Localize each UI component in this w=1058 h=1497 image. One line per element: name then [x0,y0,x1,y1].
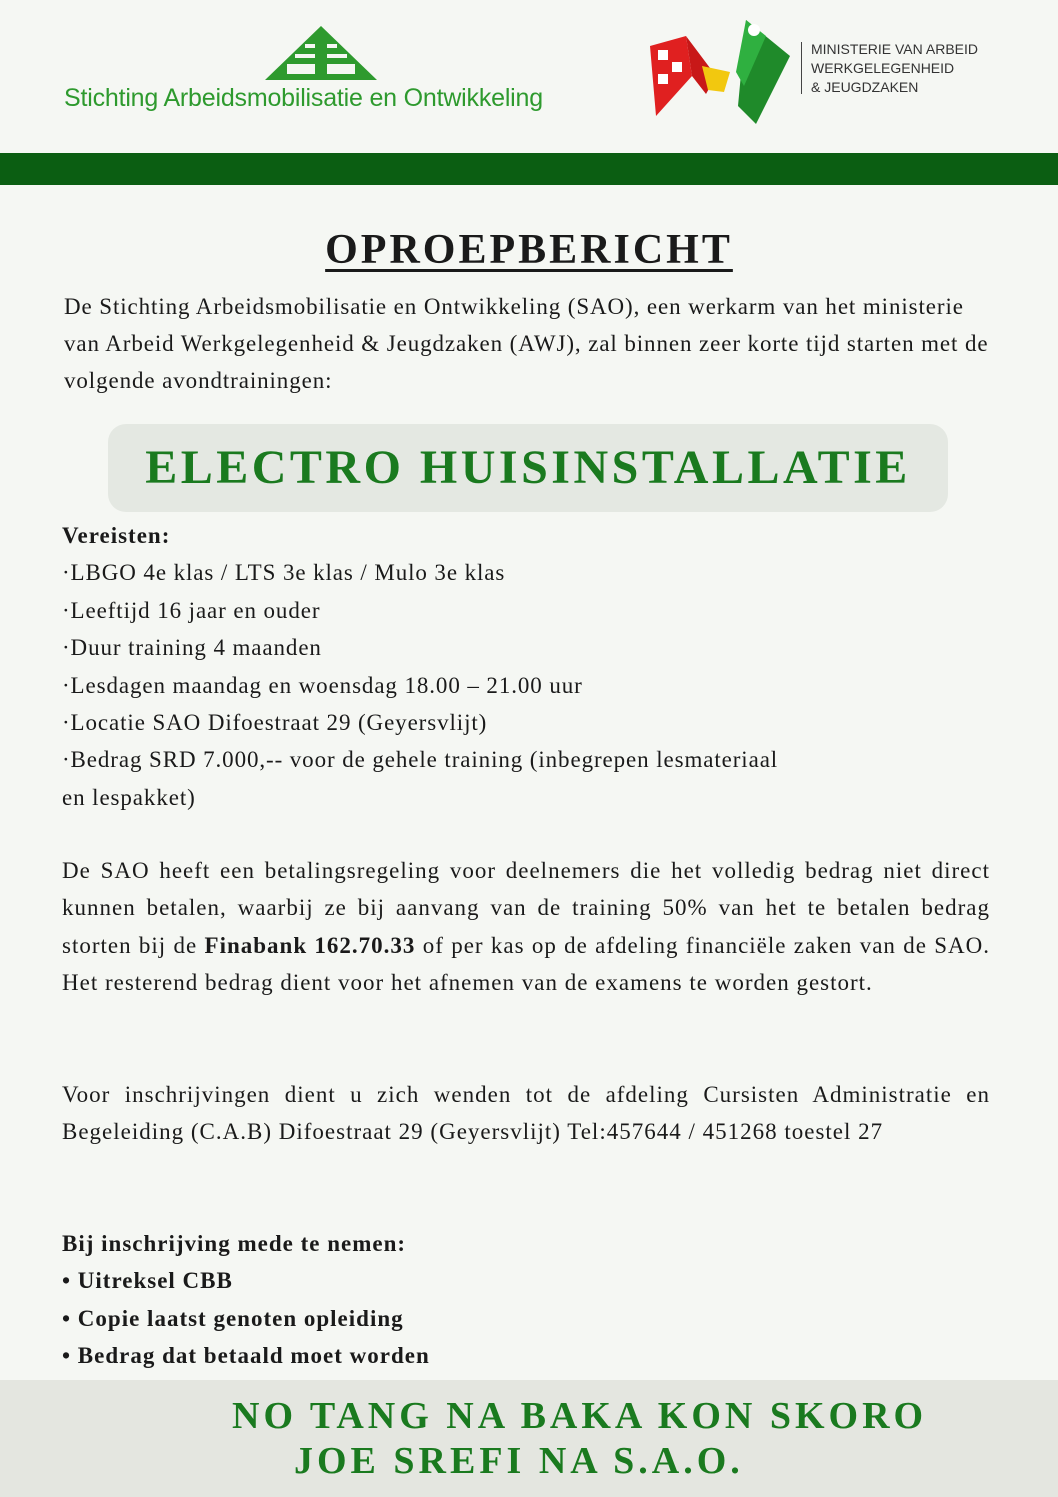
ministry-line: & JEUGDZAKEN [811,79,919,95]
requirement-item: ·Bedrag SRD 7.000,-- voor de gehele training (inbegrepen lesmateriaal [62,747,779,773]
bring-item: • Copie laatst genoten opleiding [62,1305,404,1331]
slogan-line: NO TANG NA BAKA KON SKORO [232,1395,928,1437]
page-title-text: OPROEPBERICHT [325,227,733,273]
bank-account: Finabank 162.70.33 [204,932,416,958]
ministry-name [811,40,978,97]
ministry-divider [801,42,802,94]
sao-name: Stichting Arbeidsmobilisatie en Ontwikkeling [64,84,543,112]
ministry-line: WERKGELEGENHEID [811,60,955,76]
ministry-logo-icon [646,16,796,124]
bring-item: • Uitreksel CBB [62,1268,233,1294]
ministry-line: MINISTERIE VAN ARBEID [811,41,978,57]
slogan-line: JOE SREFI NA S.A.O. [294,1440,744,1482]
registration-paragraph: Voor inschrijvingen dient u zich wenden tot de afdeling Cursisten Administratie en Begeleiding (C.A.B) Difoestraat 29 (Geyersvlijt) Tel:457644 / 451268 toestel 27 [62,1082,990,1145]
payment-paragraph [62,852,990,1002]
payment-text: De SAO heeft een betalingsregeling voor deelnemers die het volledig bedrag niet direct kunnen betalen, waarbij ze bij aanvang van de training 50% van het te betalen bedrag storten bij de [62,858,990,958]
requirement-item: ·LBGO 4e klas / LTS 3e klas / Mulo 3e klas [62,560,506,586]
bring-heading: Bij inschrijving mede te nemen: [62,1231,407,1256]
header [0,0,1058,152]
bring-section [62,1225,962,1375]
requirement-item: ·Locatie SAO Difoestraat 29 (Geyersvlijt) [62,710,488,736]
requirement-item: ·Duur training 4 maanden [62,635,322,661]
course-title: ELECTRO HUISINSTALLATIE [145,441,911,494]
header-divider-bar [0,153,1058,185]
page-title [0,226,1058,274]
requirement-item: en lespakket) [62,784,196,810]
payment-text: of per kas op de afdeling financiële zaken van de SAO. Het resterend bedrag dient voor het afnemen van de examens te worden gestort. [62,932,991,996]
requirement-item: ·Leeftijd 16 jaar en ouder [62,597,321,623]
requirement-item: ·Lesdagen maandag en woensdag 18.00 – 21.00 uur [62,672,583,698]
requirements-heading: Vereisten: [62,523,171,548]
sao-logo-icon [265,26,377,80]
bring-item: • Bedrag dat betaald moet worden [62,1343,430,1369]
intro-paragraph: De Stichting Arbeidsmobilisatie en Ontwikkeling (SAO), een werkarm van het ministerie van Arbeid Werkgelegenheid & Jeugdzaken (AWJ), zal binnen zeer korte tijd starten met de volgende avondtrainingen: [64,294,989,393]
requirements-section [62,517,942,816]
